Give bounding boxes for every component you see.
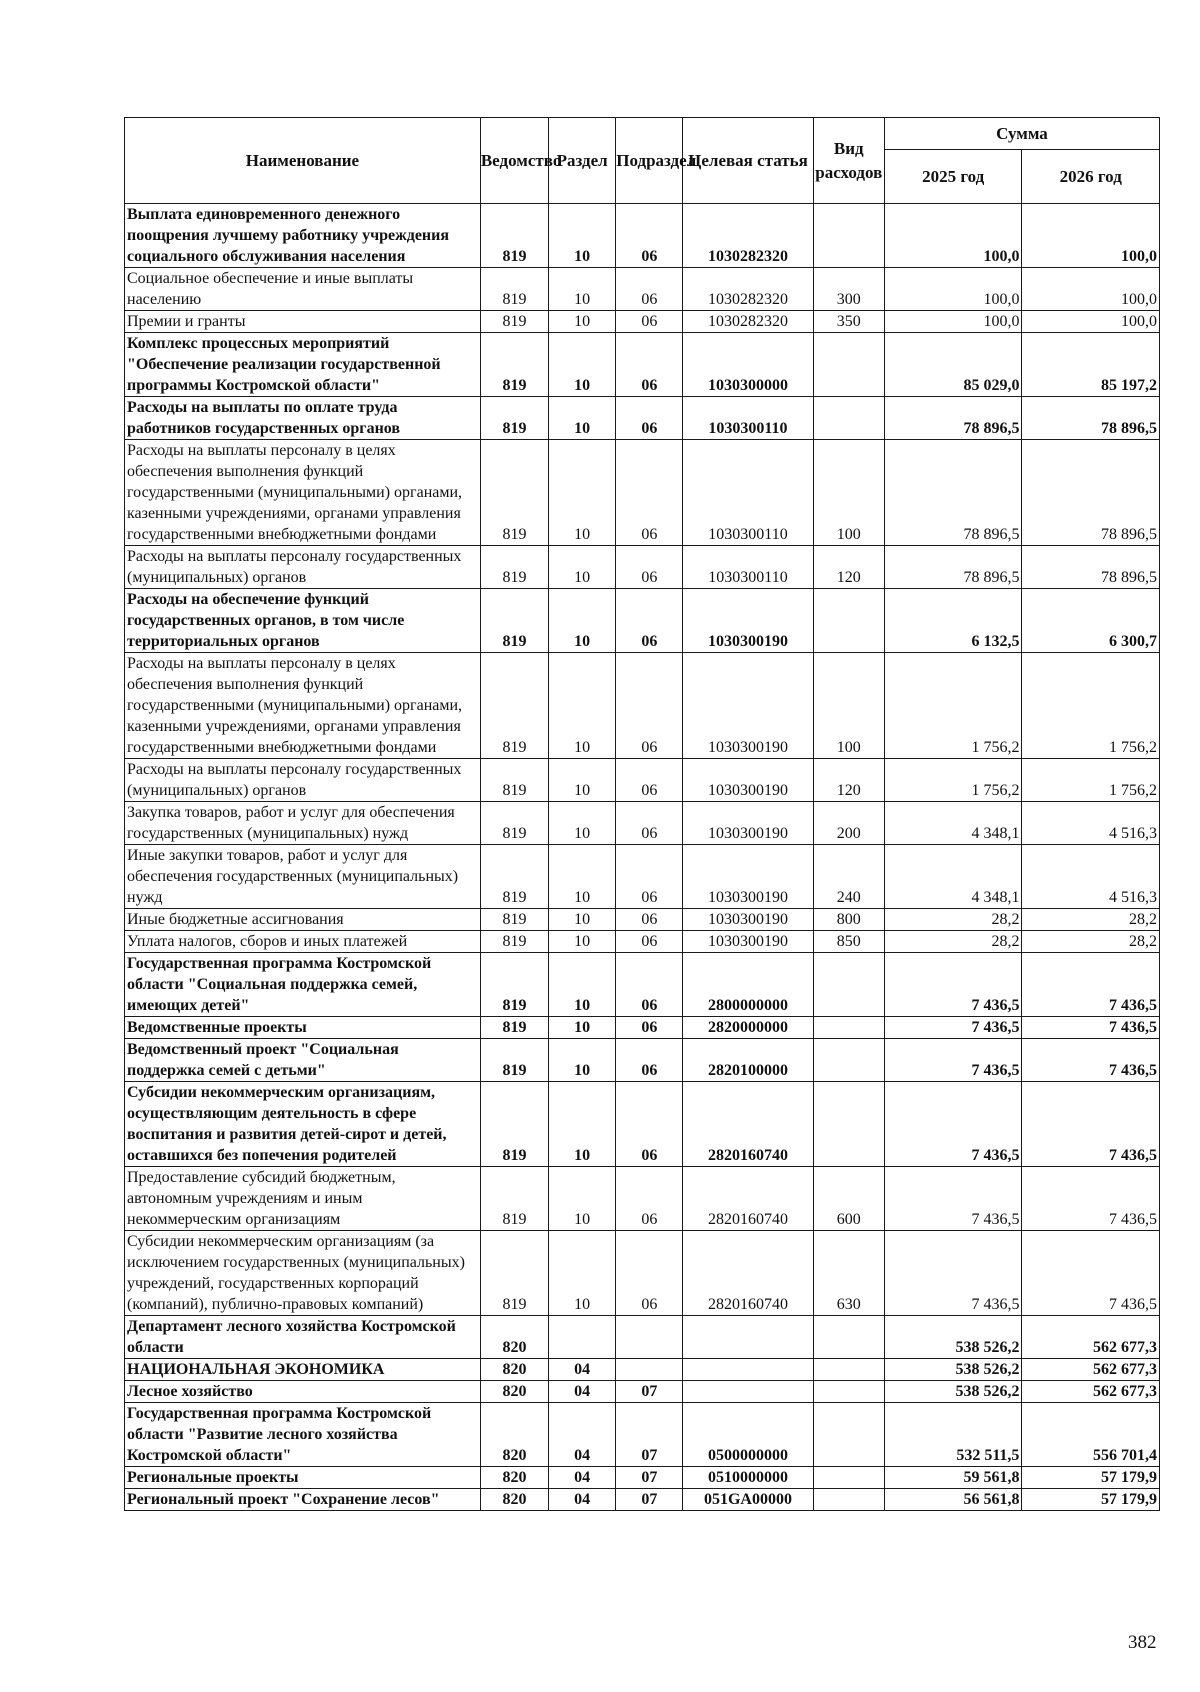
row-tselevaya: 2820100000 <box>683 1039 813 1082</box>
row-vedomstvo: 820 <box>480 1316 548 1359</box>
row-razdel: 10 <box>549 1039 616 1082</box>
row-sum-2026: 28,2 <box>1022 909 1160 931</box>
table-row <box>125 845 1160 909</box>
table-row <box>125 953 1160 1017</box>
row-sum-2025: 28,2 <box>884 909 1022 931</box>
row-razdel: 10 <box>549 1017 616 1039</box>
row-razdel: 10 <box>549 845 616 909</box>
row-vid <box>813 1489 884 1511</box>
table-header <box>125 118 1160 204</box>
row-podrazdel: 06 <box>616 546 683 589</box>
header-2025: 2025 год <box>884 150 1022 204</box>
row-vedomstvo: 819 <box>480 1082 548 1167</box>
row-tselevaya: 2820160740 <box>683 1231 813 1316</box>
row-sum-2025: 78 896,5 <box>884 546 1022 589</box>
table-row <box>125 311 1160 333</box>
row-sum-2026: 100,0 <box>1022 311 1160 333</box>
row-sum-2025: 4 348,1 <box>884 845 1022 909</box>
row-sum-2025: 538 526,2 <box>884 1359 1022 1381</box>
row-name: Департамент лесного хозяйства Костромской области <box>125 1316 481 1359</box>
row-sum-2026: 562 677,3 <box>1022 1381 1160 1403</box>
header-summa: Сумма <box>884 118 1159 150</box>
row-name: Субсидии некоммерческим организациям (за исключением государственных (муниципальных) учреждений, государственных корпораций (компаний), публично-правовых компаний) <box>125 1231 481 1316</box>
row-name: Закупка товаров, работ и услуг для обеспечения государственных (муниципальных) нужд <box>125 802 481 845</box>
row-sum-2026: 7 436,5 <box>1022 1167 1160 1231</box>
row-sum-2025: 56 561,8 <box>884 1489 1022 1511</box>
row-razdel: 04 <box>549 1381 616 1403</box>
row-tselevaya: 2800000000 <box>683 953 813 1017</box>
row-podrazdel: 07 <box>616 1489 683 1511</box>
row-name: Расходы на выплаты по оплате труда работников государственных органов <box>125 397 481 440</box>
row-razdel: 10 <box>549 589 616 653</box>
row-podrazdel: 06 <box>616 397 683 440</box>
row-podrazdel: 06 <box>616 1017 683 1039</box>
row-tselevaya: 1030300190 <box>683 909 813 931</box>
row-sum-2025: 1 756,2 <box>884 759 1022 802</box>
row-podrazdel: 07 <box>616 1467 683 1489</box>
row-podrazdel: 06 <box>616 311 683 333</box>
row-sum-2026: 556 701,4 <box>1022 1403 1160 1467</box>
row-vedomstvo: 820 <box>480 1467 548 1489</box>
table-row <box>125 1381 1160 1403</box>
row-razdel: 10 <box>549 1167 616 1231</box>
table-row <box>125 1316 1160 1359</box>
row-sum-2025: 100,0 <box>884 268 1022 311</box>
row-sum-2025: 7 436,5 <box>884 1082 1022 1167</box>
table-row <box>125 1467 1160 1489</box>
row-tselevaya: 1030282320 <box>683 311 813 333</box>
row-tselevaya: 0510000000 <box>683 1467 813 1489</box>
row-podrazdel: 06 <box>616 653 683 759</box>
row-vedomstvo: 819 <box>480 1231 548 1316</box>
row-vid: 200 <box>813 802 884 845</box>
row-vid: 100 <box>813 653 884 759</box>
row-razdel: 10 <box>549 397 616 440</box>
row-sum-2025: 78 896,5 <box>884 397 1022 440</box>
row-name: Государственная программа Костромской области "Развитие лесного хозяйства Костромской области" <box>125 1403 481 1467</box>
row-sum-2026: 4 516,3 <box>1022 802 1160 845</box>
row-razdel: 10 <box>549 333 616 397</box>
row-name: Расходы на выплаты персоналу государственных (муниципальных) органов <box>125 759 481 802</box>
row-vid: 240 <box>813 845 884 909</box>
row-vedomstvo: 819 <box>480 589 548 653</box>
row-tselevaya <box>683 1381 813 1403</box>
row-name: Премии и гранты <box>125 311 481 333</box>
row-name: НАЦИОНАЛЬНАЯ ЭКОНОМИКА <box>125 1359 481 1381</box>
row-razdel: 10 <box>549 1082 616 1167</box>
row-tselevaya: 1030300190 <box>683 845 813 909</box>
row-name: Комплекс процессных мероприятий "Обеспечение реализации государственной программы Костромской области" <box>125 333 481 397</box>
row-podrazdel <box>616 1359 683 1381</box>
row-vid: 600 <box>813 1167 884 1231</box>
row-podrazdel <box>616 1316 683 1359</box>
row-sum-2026: 562 677,3 <box>1022 1316 1160 1359</box>
row-vedomstvo: 820 <box>480 1381 548 1403</box>
row-vid: 300 <box>813 268 884 311</box>
row-razdel: 10 <box>549 1231 616 1316</box>
row-vedomstvo: 819 <box>480 1017 548 1039</box>
table-row <box>125 1039 1160 1082</box>
header-name: Наименование <box>125 118 481 204</box>
row-vedomstvo: 820 <box>480 1403 548 1467</box>
row-razdel: 10 <box>549 953 616 1017</box>
row-tselevaya: 1030300190 <box>683 589 813 653</box>
row-tselevaya <box>683 1316 813 1359</box>
row-tselevaya: 1030300190 <box>683 802 813 845</box>
row-razdel: 10 <box>549 759 616 802</box>
table-row <box>125 1231 1160 1316</box>
row-vedomstvo: 820 <box>480 1359 548 1381</box>
table-row <box>125 204 1160 268</box>
row-sum-2025: 538 526,2 <box>884 1316 1022 1359</box>
table-row <box>125 1017 1160 1039</box>
row-podrazdel: 06 <box>616 802 683 845</box>
row-name: Региональный проект "Сохранение лесов" <box>125 1489 481 1511</box>
row-razdel: 04 <box>549 1359 616 1381</box>
table-row <box>125 653 1160 759</box>
row-name: Расходы на выплаты персоналу в целях обеспечения выполнения функций государственными (муниципальными) органами, казенными учреждениями, органами управления государственными внебюджетными фондами <box>125 653 481 759</box>
row-vid <box>813 1403 884 1467</box>
row-podrazdel: 06 <box>616 440 683 546</box>
header-vedomstvo: Ведомство <box>480 118 548 204</box>
row-tselevaya: 1030282320 <box>683 268 813 311</box>
row-sum-2025: 532 511,5 <box>884 1403 1022 1467</box>
row-vid <box>813 1017 884 1039</box>
row-vid: 850 <box>813 931 884 953</box>
row-podrazdel: 06 <box>616 953 683 1017</box>
header-podrazdel: Подраздел <box>616 118 683 204</box>
header-razdel: Раздел <box>549 118 616 204</box>
row-sum-2026: 4 516,3 <box>1022 845 1160 909</box>
row-vid: 350 <box>813 311 884 333</box>
row-vedomstvo: 819 <box>480 440 548 546</box>
row-sum-2025: 1 756,2 <box>884 653 1022 759</box>
row-name: Иные закупки товаров, работ и услуг для обеспечения государственных (муниципальных) нужд <box>125 845 481 909</box>
row-vedomstvo: 819 <box>480 909 548 931</box>
row-tselevaya: 051GA00000 <box>683 1489 813 1511</box>
table-row <box>125 440 1160 546</box>
row-vedomstvo: 819 <box>480 204 548 268</box>
row-vedomstvo: 819 <box>480 931 548 953</box>
row-name: Уплата налогов, сборов и иных платежей <box>125 931 481 953</box>
row-podrazdel: 06 <box>616 1231 683 1316</box>
row-sum-2025: 100,0 <box>884 311 1022 333</box>
row-sum-2026: 1 756,2 <box>1022 653 1160 759</box>
row-razdel <box>549 1316 616 1359</box>
row-name: Государственная программа Костромской области "Социальная поддержка семей, имеющих детей" <box>125 953 481 1017</box>
row-podrazdel: 06 <box>616 333 683 397</box>
row-sum-2026: 7 436,5 <box>1022 1231 1160 1316</box>
row-vedomstvo: 819 <box>480 311 548 333</box>
row-podrazdel: 06 <box>616 759 683 802</box>
row-podrazdel: 06 <box>616 909 683 931</box>
row-razdel: 10 <box>549 440 616 546</box>
table-row <box>125 1167 1160 1231</box>
row-podrazdel: 06 <box>616 1167 683 1231</box>
row-vedomstvo: 819 <box>480 333 548 397</box>
row-sum-2026: 85 197,2 <box>1022 333 1160 397</box>
row-podrazdel: 06 <box>616 1082 683 1167</box>
row-razdel: 10 <box>549 204 616 268</box>
row-name: Предоставление субсидий бюджетным, автономным учреждениям и иным некоммерческим организациям <box>125 1167 481 1231</box>
row-vid <box>813 589 884 653</box>
row-podrazdel: 06 <box>616 845 683 909</box>
row-razdel: 04 <box>549 1403 616 1467</box>
row-tselevaya: 1030300110 <box>683 546 813 589</box>
row-name: Ведомственные проекты <box>125 1017 481 1039</box>
table-row <box>125 333 1160 397</box>
row-sum-2025: 7 436,5 <box>884 1017 1022 1039</box>
table-row <box>125 589 1160 653</box>
row-sum-2025: 7 436,5 <box>884 953 1022 1017</box>
row-sum-2026: 7 436,5 <box>1022 1017 1160 1039</box>
row-tselevaya <box>683 1359 813 1381</box>
row-tselevaya: 2820000000 <box>683 1017 813 1039</box>
row-tselevaya: 1030300190 <box>683 759 813 802</box>
row-razdel: 10 <box>549 653 616 759</box>
row-vid: 120 <box>813 759 884 802</box>
row-tselevaya: 2820160740 <box>683 1167 813 1231</box>
row-name: Субсидии некоммерческим организациям, осуществляющим деятельность в сфере воспитания и развития детей-сирот и детей, оставшихся без попечения родителей <box>125 1082 481 1167</box>
row-name: Региональные проекты <box>125 1467 481 1489</box>
row-razdel: 10 <box>549 268 616 311</box>
row-sum-2026: 78 896,5 <box>1022 440 1160 546</box>
row-name: Выплата единовременного денежного поощрения лучшему работнику учреждения социального обслуживания населения <box>125 204 481 268</box>
row-sum-2026: 1 756,2 <box>1022 759 1160 802</box>
table-row <box>125 1082 1160 1167</box>
table-row <box>125 931 1160 953</box>
row-podrazdel: 06 <box>616 268 683 311</box>
row-podrazdel: 06 <box>616 1039 683 1082</box>
row-podrazdel: 07 <box>616 1381 683 1403</box>
row-tselevaya: 0500000000 <box>683 1403 813 1467</box>
row-name: Лесное хозяйство <box>125 1381 481 1403</box>
budget-table <box>124 117 1160 1511</box>
row-sum-2026: 100,0 <box>1022 268 1160 311</box>
row-vid <box>813 397 884 440</box>
row-sum-2026: 78 896,5 <box>1022 546 1160 589</box>
row-podrazdel: 06 <box>616 931 683 953</box>
table-row <box>125 1359 1160 1381</box>
row-sum-2026: 28,2 <box>1022 931 1160 953</box>
row-vid <box>813 204 884 268</box>
row-podrazdel: 07 <box>616 1403 683 1467</box>
row-sum-2025: 100,0 <box>884 204 1022 268</box>
table-row <box>125 546 1160 589</box>
row-vid <box>813 1381 884 1403</box>
row-tselevaya: 1030282320 <box>683 204 813 268</box>
row-razdel: 10 <box>549 311 616 333</box>
row-sum-2026: 78 896,5 <box>1022 397 1160 440</box>
row-vid: 100 <box>813 440 884 546</box>
row-razdel: 10 <box>549 802 616 845</box>
row-vedomstvo: 819 <box>480 397 548 440</box>
row-sum-2026: 562 677,3 <box>1022 1359 1160 1381</box>
row-razdel: 10 <box>549 546 616 589</box>
header-vid: Вид расходов <box>813 118 884 204</box>
row-sum-2026: 7 436,5 <box>1022 953 1160 1017</box>
row-vid <box>813 953 884 1017</box>
row-vedomstvo: 819 <box>480 1039 548 1082</box>
row-sum-2025: 6 132,5 <box>884 589 1022 653</box>
row-podrazdel: 06 <box>616 204 683 268</box>
row-sum-2025: 7 436,5 <box>884 1231 1022 1316</box>
row-vedomstvo: 819 <box>480 653 548 759</box>
row-razdel: 10 <box>549 931 616 953</box>
row-tselevaya: 1030300190 <box>683 931 813 953</box>
row-tselevaya: 2820160740 <box>683 1082 813 1167</box>
row-vedomstvo: 819 <box>480 802 548 845</box>
row-sum-2026: 57 179,9 <box>1022 1489 1160 1511</box>
table-row <box>125 268 1160 311</box>
row-sum-2025: 78 896,5 <box>884 440 1022 546</box>
header-tselevaya: Целевая статья <box>683 118 813 204</box>
row-vedomstvo: 820 <box>480 1489 548 1511</box>
table-row <box>125 397 1160 440</box>
row-razdel: 04 <box>549 1467 616 1489</box>
row-sum-2025: 59 561,8 <box>884 1467 1022 1489</box>
row-sum-2026: 7 436,5 <box>1022 1039 1160 1082</box>
row-name: Ведомственный проект "Социальная поддержка семей с детьми" <box>125 1039 481 1082</box>
table-row <box>125 1489 1160 1511</box>
row-vid <box>813 333 884 397</box>
row-name: Социальное обеспечение и иные выплаты населению <box>125 268 481 311</box>
row-vid: 800 <box>813 909 884 931</box>
row-razdel: 10 <box>549 909 616 931</box>
page-number: 382 <box>1128 1632 1157 1653</box>
row-sum-2025: 7 436,5 <box>884 1167 1022 1231</box>
row-sum-2025: 85 029,0 <box>884 333 1022 397</box>
row-vedomstvo: 819 <box>480 953 548 1017</box>
row-razdel: 04 <box>549 1489 616 1511</box>
row-name: Иные бюджетные ассигнования <box>125 909 481 931</box>
row-tselevaya: 1030300110 <box>683 397 813 440</box>
row-vid: 120 <box>813 546 884 589</box>
row-podrazdel: 06 <box>616 589 683 653</box>
table-body <box>125 204 1160 1511</box>
row-name: Расходы на выплаты персоналу государственных (муниципальных) органов <box>125 546 481 589</box>
row-sum-2025: 538 526,2 <box>884 1381 1022 1403</box>
row-vid <box>813 1359 884 1381</box>
row-vid <box>813 1039 884 1082</box>
table-row <box>125 802 1160 845</box>
row-sum-2025: 4 348,1 <box>884 802 1022 845</box>
row-vid <box>813 1467 884 1489</box>
row-name: Расходы на выплаты персоналу в целях обеспечения выполнения функций государственными (муниципальными) органами, казенными учреждениями, органами управления государственными внебюджетными фондами <box>125 440 481 546</box>
table-row <box>125 1403 1160 1467</box>
table-row <box>125 909 1160 931</box>
row-vedomstvo: 819 <box>480 759 548 802</box>
row-tselevaya: 1030300110 <box>683 440 813 546</box>
row-sum-2026: 57 179,9 <box>1022 1467 1160 1489</box>
row-name: Расходы на обеспечение функций государственных органов, в том числе территориальных органов <box>125 589 481 653</box>
row-vedomstvo: 819 <box>480 845 548 909</box>
header-2026: 2026 год <box>1022 150 1160 204</box>
row-sum-2025: 7 436,5 <box>884 1039 1022 1082</box>
row-vedomstvo: 819 <box>480 546 548 589</box>
row-vid: 630 <box>813 1231 884 1316</box>
row-sum-2026: 7 436,5 <box>1022 1082 1160 1167</box>
table-row <box>125 759 1160 802</box>
row-sum-2025: 28,2 <box>884 931 1022 953</box>
row-sum-2026: 100,0 <box>1022 204 1160 268</box>
row-tselevaya: 1030300000 <box>683 333 813 397</box>
row-vid <box>813 1316 884 1359</box>
row-vid <box>813 1082 884 1167</box>
row-tselevaya: 1030300190 <box>683 653 813 759</box>
row-vedomstvo: 819 <box>480 268 548 311</box>
row-sum-2026: 6 300,7 <box>1022 589 1160 653</box>
row-vedomstvo: 819 <box>480 1167 548 1231</box>
